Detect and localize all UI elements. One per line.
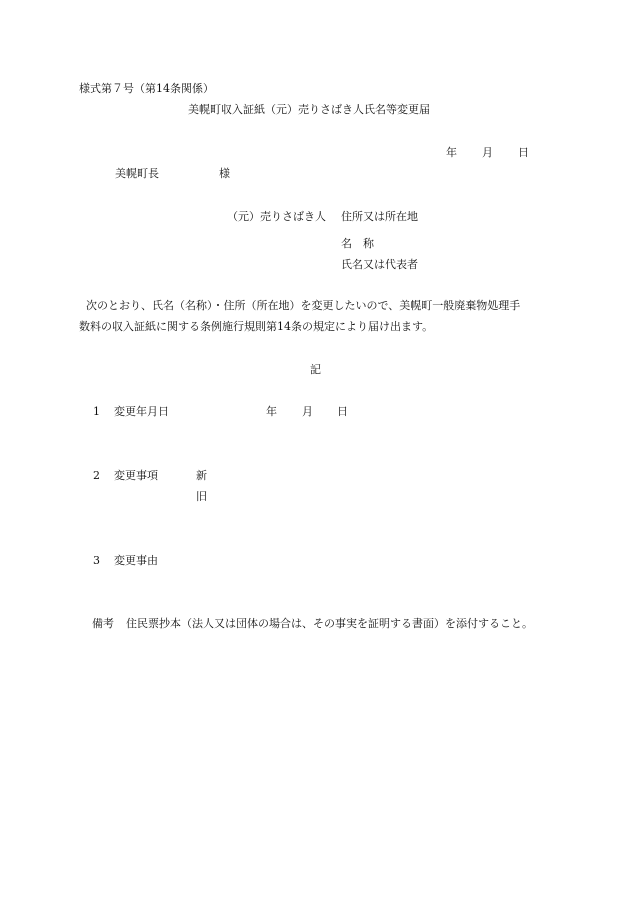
item-2-new-label: 新 (196, 469, 207, 482)
item-2-old-label: 旧 (196, 490, 207, 503)
item-1-day-label: 日 (337, 405, 348, 418)
form-title: 美幌町収入証紙（元）売りさばき人氏名等変更届 (188, 103, 430, 116)
body-text-line-1: 次のとおり、氏名（名称）・住所（所在地）を変更したいので、美幌町一般廃棄物処理手 (86, 299, 521, 312)
remarks-text: 住民票抄本（法人又は団体の場合は、その事実を証明する書面）を添付すること。 (126, 617, 533, 630)
applicant-representative-label: 氏名又は代表者 (341, 258, 418, 271)
date-year-label: 年 (446, 146, 457, 159)
item-3-number: 3 (93, 554, 100, 567)
item-1-year-label: 年 (266, 405, 277, 418)
applicant-address-label: 住所又は所在地 (341, 210, 418, 223)
addressee-name: 美幌町長 (115, 167, 159, 180)
ki-heading: 記 (310, 363, 321, 376)
applicant-label: （元）売りさばき人 (227, 210, 326, 223)
date-month-label: 月 (482, 146, 493, 159)
date-day-label: 日 (518, 146, 529, 159)
form-number: 様式第７号（第14条関係） (79, 82, 214, 95)
item-2-label: 変更事項 (114, 469, 158, 482)
item-3-label: 変更事由 (114, 554, 158, 567)
item-2-number: 2 (93, 469, 100, 482)
item-1-label: 変更年月日 (114, 405, 169, 418)
item-1-month-label: 月 (302, 405, 313, 418)
applicant-name-label: 名 称 (341, 237, 374, 250)
addressee-honorific: 様 (219, 167, 230, 180)
body-text-line-2: 数料の収入証紙に関する条例施行規則第14条の規定により届け出ます。 (79, 320, 434, 333)
item-1-number: 1 (93, 405, 100, 418)
remarks-label: 備考 (92, 617, 114, 630)
